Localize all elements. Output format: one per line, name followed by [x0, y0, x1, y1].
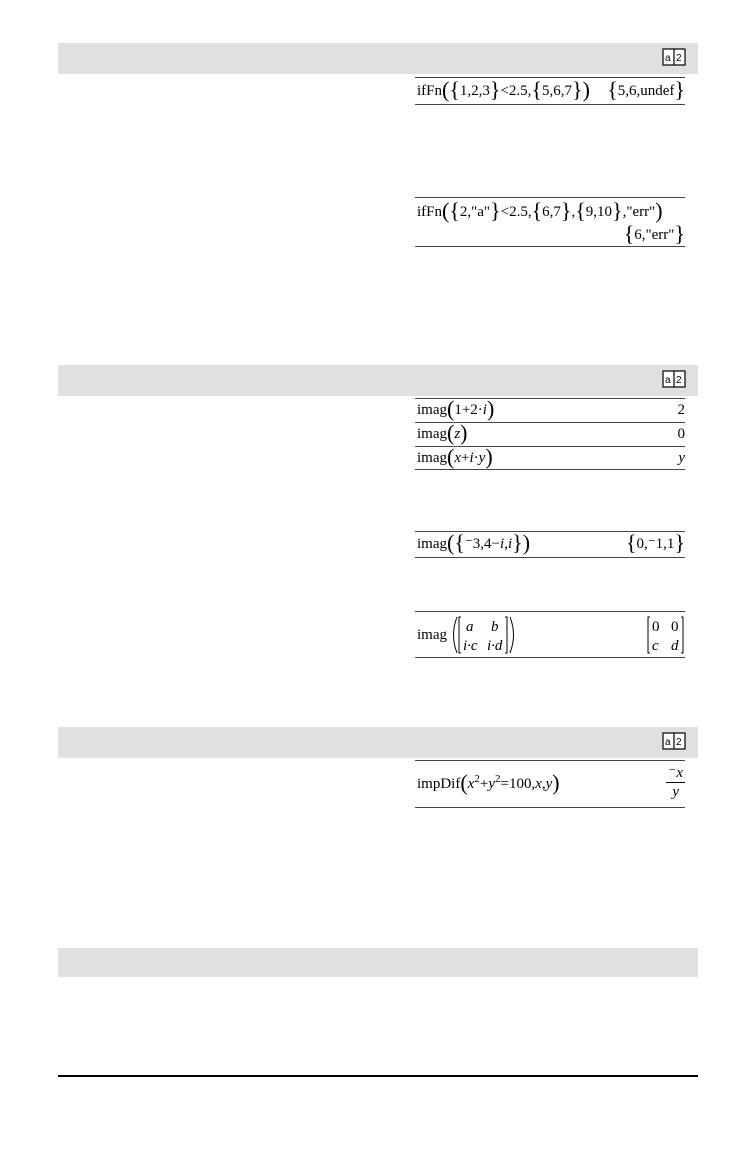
svg-text:d: d	[671, 638, 679, 654]
example-expression: $impDif(x^2+y^2=100,x,y)$	[417, 770, 560, 795]
svg-text:2: 2	[676, 737, 682, 748]
matrix-expression-svg	[417, 615, 517, 655]
example-expression: imag(1+2·i)	[417, 396, 495, 421]
svg-text:c: c	[652, 638, 659, 654]
svg-text:imag: imag	[417, 627, 447, 643]
example-result: {5,6,undef}	[607, 77, 685, 102]
svg-text:i·d: i·d	[487, 638, 503, 654]
example-expression: imag(z)	[417, 420, 468, 445]
example-result: 2	[677, 402, 685, 418]
example-expression: imag({⁻3,4−i,i})	[417, 530, 531, 555]
example-matrix-result	[646, 615, 686, 655]
section-header-impdif	[58, 727, 698, 758]
svg-text:i·c: i·c	[463, 638, 478, 654]
footer-rule	[58, 1075, 698, 1077]
example-result: 0	[677, 426, 685, 442]
catalog-book-icon	[662, 48, 686, 66]
catalog-book-icon	[662, 732, 686, 750]
example-expression: imag(x+i·y)	[417, 444, 493, 469]
svg-text:0: 0	[652, 619, 660, 635]
section-header-imag	[58, 365, 698, 396]
svg-text:a: a	[466, 619, 474, 635]
svg-text:2: 2	[676, 53, 682, 64]
example-result-fraction: $\frac{^-x}{y}$	[668, 765, 683, 800]
catalog-book-icon	[662, 370, 686, 388]
svg-text:a: a	[665, 375, 671, 386]
svg-text:2: 2	[676, 375, 682, 386]
example-result: y	[678, 450, 685, 466]
svg-text:a: a	[665, 53, 671, 64]
section-header-iffn	[58, 43, 698, 74]
example-result: {0,⁻1,1}	[625, 530, 685, 555]
example-expression: ifFn({1,2,3}<2.5,{5,6,7})	[417, 77, 590, 102]
svg-text:a: a	[665, 737, 671, 748]
example-expression: ifFn({2,"a"}<2.5,{6,7},{9,10},"err")	[417, 198, 663, 223]
svg-text:b: b	[491, 619, 499, 635]
matrix-result-svg	[646, 615, 686, 655]
svg-text:0: 0	[671, 619, 679, 635]
example-result: {6,"err"}	[623, 221, 685, 246]
section-header-empty	[58, 948, 698, 977]
